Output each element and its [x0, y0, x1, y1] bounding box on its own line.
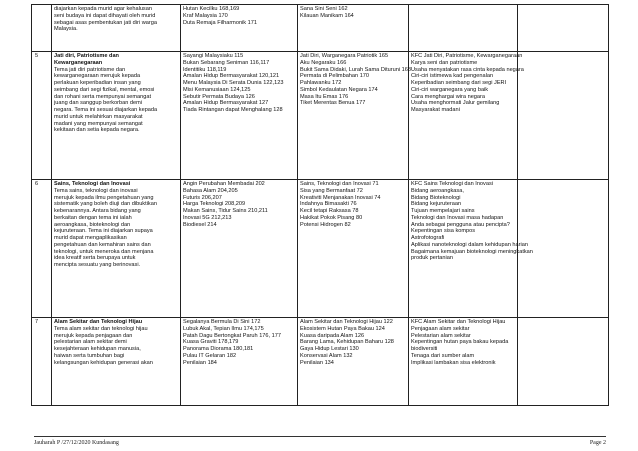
topic-line: Pahlawanku 172 [300, 80, 342, 86]
topic-line: Kepentingan hutan paya bakau kepada [411, 339, 509, 346]
topic-line: Karya seni dan patriotisme [411, 59, 478, 66]
workbook-topics-cell [298, 180, 409, 318]
topic-line: Angin Perubahan Membadai 202 [183, 181, 265, 187]
topic-line: Masa Itu Emas 176 [300, 93, 349, 100]
topic-line: Kraf Malaysia 170 [183, 12, 228, 19]
description-line: pengetahuan dan kemahiran sains dan [54, 241, 151, 248]
table-row [32, 180, 609, 318]
topic-line: KFC Jati Diri, Patriotisme, Kewarganegaraan [411, 53, 523, 59]
description-line: murid untuk melahirkan masyarakat [54, 113, 143, 120]
kfc-notes-cell [409, 318, 518, 406]
textbook-topics-cell [181, 180, 298, 318]
topic-line: Bahasa Alam 204,205 [183, 187, 238, 194]
description-line: Tema jati diri patriotisme dan [54, 66, 126, 73]
topic-line: Hutan Kecilku 168,169 [183, 6, 240, 12]
workbook-topics-cell [298, 5, 409, 52]
topic-line: Potensi Hidrogen 82 [300, 221, 351, 228]
topic-line: Sains, Teknologi dan Inovasi 71 [300, 181, 379, 187]
topic-line: Tujuan mempelajari sains [411, 208, 475, 214]
topic-line: Duta Remaja Filharmonik 171 [183, 19, 257, 26]
topic-line: Makan Sains, Tidur Sains 210,211 [183, 208, 268, 214]
topic-line: Segalanya Bermula Di Sini 172 [183, 319, 261, 325]
topic-line: Hakikat Pokok Pisang 80 [300, 214, 363, 221]
workbook-topics-cell [298, 52, 409, 180]
topic-line: produk pertanian [411, 255, 453, 262]
topic-line: Implikasi lambakan sisa elektronik [411, 359, 496, 366]
topic-line: Bidang kejuruteraan [411, 201, 462, 208]
topic-line: Kilauan Manikam 164 [300, 12, 354, 19]
empty-cell [518, 52, 609, 180]
page-number: Page 2 [589, 440, 606, 446]
topic-line: KFC Sains Teknologi dan Inovasi [411, 181, 493, 187]
row-number: 5 [32, 52, 52, 180]
topic-line: Usaha menyatakan rasa cinta kepada negara [411, 66, 524, 73]
description-line: mencipta sesuatu yang berinovasi. [54, 262, 141, 268]
topic-line: Menu Malaysia Di Serata Dunia 122,123 [183, 80, 284, 86]
topic-line: Pulau IT Gelaran 182 [183, 352, 237, 359]
footer-author-date: Jauharah P /27/12/2020 Kundasang [34, 440, 119, 446]
empty-cell [518, 318, 609, 406]
description-line: teknologi, untuk meneroka dan menjana [54, 248, 154, 255]
description-line: kewarganegaraan merujuk kepada [54, 73, 141, 80]
topic-line: Bidang Bioteknologi [411, 194, 461, 201]
topic-line: Sana Sini Seni 162 [300, 6, 348, 12]
topic-line: biodiversiti [411, 346, 438, 352]
description-line: madani yang mempunyai semangat [54, 120, 143, 127]
workbook-topics-cell [298, 318, 409, 406]
topic-line: Konservasi Alam 132 [300, 352, 353, 359]
topic-line: Astrofotografi [411, 235, 445, 241]
topic-line: Simbol Kedaulatan Negara 174 [300, 86, 378, 93]
topic-line: Gaya Hidup Lestari 130 [300, 346, 359, 352]
topic-line: Indahnya Bimasakti 76 [300, 201, 357, 208]
description-line: kesejahteraan kehidupan manusia, [54, 346, 141, 352]
topic-line: Panorama Diorama 180,181 [183, 346, 254, 352]
kfc-notes-cell [409, 180, 533, 318]
topic-line: Jati Diri, Warganegara Patriotik 165 [300, 53, 389, 59]
topic-line: Bukan Sebarang Seniman 116,117 [183, 59, 270, 66]
topic-line: Kecil tetapi Raksasa 78 [300, 208, 359, 214]
topic-line: Pelestarian alam sekitar [411, 332, 471, 339]
theme-title: Alam Sekitar dan Teknologi Hijau [54, 319, 143, 325]
topic-line: Harga Teknologi 208,209 [183, 201, 246, 208]
description-line: pelestarian alam sekitar demi [54, 339, 127, 346]
description-line: haiwan serta tumbuhan bagi [54, 352, 125, 359]
topic-line: Kuasa Graviti 178,179 [183, 339, 239, 346]
topic-line: Sayangi Malaysiaku 115 [183, 53, 244, 59]
description-line: diajarkan kepada murid agar kehalusan [54, 6, 152, 12]
topic-line: Penilaian 134 [300, 359, 334, 366]
topic-line: Ciri-ciri istimewa kad pengenalan [411, 73, 494, 80]
topic-line: Bagaimana kemajuan bioteknologi meningkatkan [411, 248, 533, 255]
topic-line: Masyarakat madani [411, 107, 460, 113]
topic-line: Biodiesel 214 [183, 221, 217, 228]
page-footer [34, 436, 606, 446]
theme-title: Kewarganegaraan [54, 59, 103, 66]
topic-line: Tenaga dari sumber alam [411, 352, 475, 359]
description-line: sebagai asas pembentukan jati diri warga [54, 19, 157, 26]
topic-line: Usaha menghormati Jalur gemilang [411, 100, 500, 107]
topic-line: Tiada Rintangan dapat Menghalang 128 [183, 107, 283, 113]
topic-line: Bukit Sama Didaki, Lurah Sama Dituruni 168 [300, 66, 411, 73]
topic-line: Misi Kemanusiaan 124,125 [183, 86, 251, 93]
topic-line: Sebutir Permata Budaya 126 [183, 93, 255, 100]
description-line: berkaitan dengan tema ini ialah [54, 214, 132, 221]
description-line: kekitaan dan setia kepada negara. [54, 127, 140, 134]
description-line: negara. Tema ini sesuai diajarkan kepada [54, 107, 158, 113]
theme-table [31, 4, 609, 406]
description-line: Tema alam sekitar dan teknologi hijau [54, 325, 148, 332]
topic-line: Ekosistem Hutan Paya Bakau 124 [300, 325, 385, 332]
topic-line: Bidang aeroangkasa, [411, 187, 464, 194]
topic-line: Aplikasi nanoteknologi dalam kehidupan harian [411, 241, 528, 248]
description-line: kelangsungan kehidupan generasi akan [54, 359, 153, 366]
description-line: kejuruteraan. Tema ini diajarkan supaya [54, 228, 153, 235]
description-line: idea kreatif serta berupaya untuk [54, 255, 136, 262]
topic-line: Alam Sekitar dan Teknologi Hijau 122 [300, 319, 393, 325]
topic-line: Barang Lama, Kehidupan Baharu 128 [300, 339, 394, 346]
topic-line: KFC Alam Sekitar dan Teknologi Hijau [411, 319, 506, 325]
topic-line: Lubuk Akal, Tepian Ilmu 174,175 [183, 325, 264, 332]
row-number: 6 [32, 180, 52, 318]
description-line: dan rohani serta mempunyai semangat [54, 93, 152, 100]
topic-line: Teknologi dan Inovasi masa hadapan [411, 214, 504, 221]
theme-title: Jati diri, Patriotisme dan [54, 53, 119, 59]
description-line: aeroangkasa, bioteknologi dan [54, 221, 131, 228]
theme-description-cell [52, 52, 181, 180]
theme-description-cell [52, 318, 181, 406]
topic-line: Penilaian 184 [183, 359, 217, 366]
description-line: murid dapat mengaplikasikan [54, 235, 127, 241]
textbook-topics-cell [181, 52, 298, 180]
topic-line: Amalan Hidup Bermasyarakat 120,121 [183, 73, 280, 80]
description-line: seni budaya ini dapat dihayati oleh murid [54, 12, 156, 19]
textbook-topics-cell [181, 318, 298, 406]
topic-line: Futuris 206,207 [183, 194, 222, 201]
description-line: seimbang dari segi fizikal, mental, emosi [54, 86, 155, 93]
topic-line: Permata di Pelimbahan 170 [300, 73, 370, 80]
topic-line: Kuasa daripada Alam 126 [300, 332, 365, 339]
topic-line: Cara menghargai wira negara [411, 93, 486, 100]
topic-line: Tiket Merentas Benua 177 [300, 100, 366, 107]
description-line: juang dan sanggup berkorban demi [54, 100, 143, 107]
topic-line: Kepentingan sisa kompos [411, 228, 476, 235]
empty-cell [518, 5, 609, 52]
textbook-topics-cell [181, 5, 298, 52]
topic-line: Anda sebagai pengguna atau pencipta? [411, 221, 510, 228]
table-row [32, 52, 609, 180]
topic-line: Sisa yang Bermanfaat 72 [300, 187, 363, 194]
description-line: perlakuan keperibadian insan yang [54, 80, 141, 86]
kfc-notes-cell [409, 5, 518, 52]
topic-line: Penjagaan alam sekitar [411, 325, 470, 332]
description-line: merujuk kepada penjagaan dan [54, 332, 133, 339]
description-line: Tema sains, teknologi dan inovasi [54, 187, 138, 194]
topic-line: Kreativiti Menjanakan Inovasi 74 [300, 194, 381, 201]
row-number [32, 5, 52, 52]
topic-line: Aku Negaraku 166 [300, 59, 347, 66]
topic-line: Identitiku 118,119 [183, 66, 227, 73]
kfc-notes-cell [409, 52, 524, 180]
topic-line: Amalan Hidup Bermasyarakat 127 [183, 100, 269, 107]
theme-title: Sains, Teknologi dan Inovasi [54, 181, 131, 187]
topic-line: Ciri-ciri warganegara yang baik [411, 86, 489, 93]
topic-line: Keperibadian seimbang dari segi JERI [411, 80, 507, 86]
description-line: kebenarannya. Antara bidang yang [54, 208, 141, 214]
row-number: 7 [32, 318, 52, 406]
topic-line: Inovasi 5G 212,213 [183, 214, 232, 221]
theme-description-cell [52, 5, 181, 52]
description-line: Malaysia. [54, 26, 78, 33]
theme-description-cell [52, 180, 181, 318]
table-row [32, 5, 609, 52]
table-row [32, 318, 609, 406]
description-line: merujuk kepada ilmu pengetahuan yang [54, 194, 154, 201]
topic-line: Patah Dagu Bertongkat Paruh 176, 177 [183, 332, 281, 339]
theme-table-body [32, 5, 609, 406]
description-line: sistematik yang boleh diuji dan dibuktikan [54, 201, 157, 208]
